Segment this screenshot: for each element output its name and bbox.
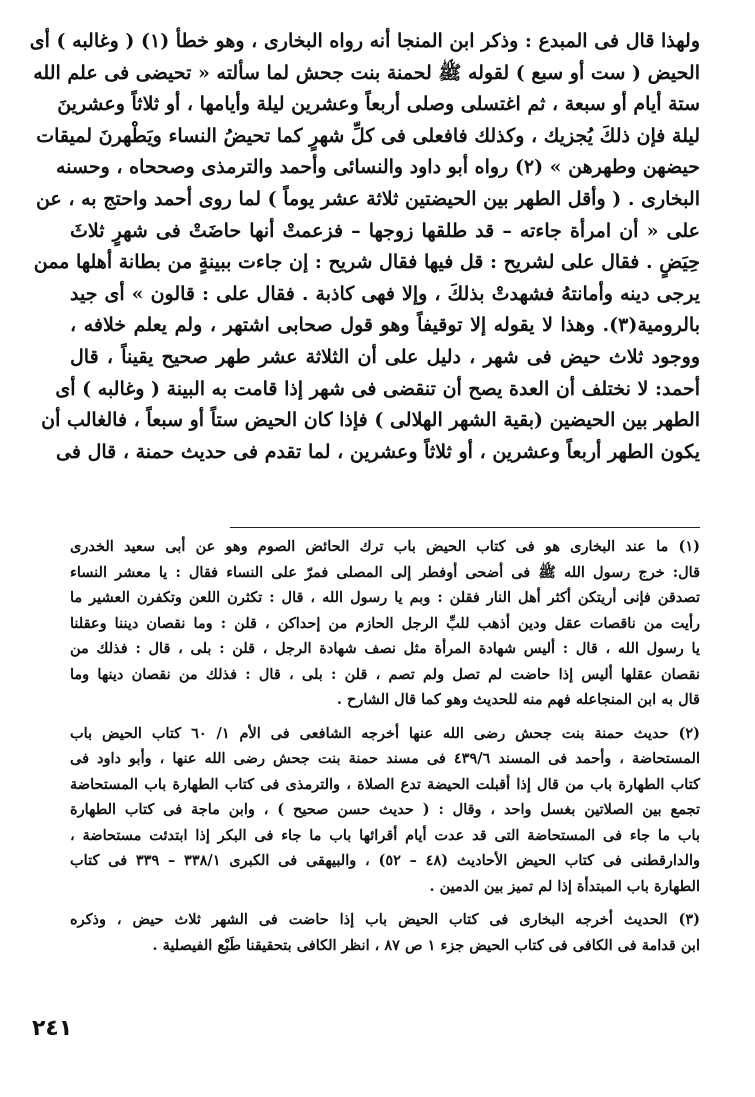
main-text-line: يكون الطهر أربعاً وعشرين ، أو ثلاثاً وعشرين ، لما تقدم فى حديث حمنة ، قال فى (56, 440, 700, 463)
footnote-2 (70, 721, 700, 900)
page-number: ٢٤١ (32, 1016, 73, 1041)
footnote-line: يا رسول الله ، قال : أليس شهادة المرأة مثل نصف شهادة الرجل ، قلن : بلى ، قال : فذلك من (70, 640, 700, 657)
footnote-line: ابن قدامة فى الكافى فى كتاب الحيض جزء ١ ص ٨٧ ، انظر الكافى بتحقيقنا طَبْع الفيصلية . (152, 936, 700, 954)
main-text-line: ليلة فإن ذلكَ يُجزيك ، وكذلك فافعلى فى كلِّ شهرٍ كما تحيضُ النساء ويَطْهرنَ لميقات (36, 124, 700, 147)
main-text-line: البخارى . ( وأقل الطهر بين الحيضتين ثلاثة عشر يوماً ) لما روى أحمد واحتج به ، عن (35, 187, 700, 210)
footnote-line: (١) ما عند البخارى هو فى كتاب الحيض باب ترك الحائض الصوم وهو عن أبى سعيد الخدرى (70, 538, 700, 555)
footnote-line: (٣) الحديث أخرجه البخارى فى كتاب الحيض باب إذا حاضت فى الشهر ثلاث حيض ، وذكره (70, 911, 700, 928)
footnote-line: قال به ابن المنجاعله فهم منه للحديث وهو كما قال الشارح . (336, 691, 700, 708)
page-body (29, 26, 700, 468)
main-text (29, 26, 700, 468)
footnote-line: كتاب الطهارة باب من قال إذا أقبلت الحيضة تدع الصلاة ، والترمذى فى كتاب الطهارة باب المستحاضة (70, 775, 700, 793)
footnote-1 (70, 534, 700, 713)
main-text-line: بالرومية(٣). وهذا لا يقوله إلا توقيفاً وهو قول صحابى اشتهر ، ولم يعلم خلافه ، (70, 314, 700, 337)
footnotes (70, 534, 700, 966)
footnote-line: رأيت من ناقصات عقل ودين أذهب للبِّ الرجل الحازم من إحداكن ، قلن : وما نقصان ديننا وعقلنا (70, 614, 700, 632)
footnote-line: قال: خرج رسول الله ﷺ فى أضحى أوفطر إلى المصلى فمرّ على النساء فقال : يا معشر النساء (70, 563, 700, 581)
footnote-line: باب ما جاء فى المستحاضة التى قد عدت أيام أقرائها باب ما جاء فى البكر إذا ابتدئت مستحاضة ، (70, 826, 700, 844)
footnote-line: الطهارة باب المبتدأة إذا لم تميز بين الدمين . (429, 877, 700, 895)
main-text-line: على « أن امرأة جاءته – قد طلقها زوجها – فزعمتْ أنها حاضَتْ فى شهرٍ ثلاثَ (70, 219, 700, 242)
main-text-line: ولهذا قال فى المبدع : وذكر ابن المنجا أنه رواه البخارى ، وهو خطأ (١) ( وغالبه ) أى (29, 30, 700, 52)
footnote-line: تصدقن فإنى أريتكن أكثر أهل النار فقلن : وبم يا رسول الله ، قال : تكثرن اللعن وتكفرن العشير ما (70, 589, 700, 606)
main-text-line: ووجود ثلاث حيض فى شهر ، دليل على أن الثلاثة عشر طهر صحيح يقيناً ، قال (70, 345, 700, 368)
main-text-line: حِيَضٍ . فقال على لشريح : قل فيها فقال شريح : إن جاءت ببينةٍ من بطانة أهلها ممن (33, 251, 700, 274)
footnote-line: المستحاضة ، وأحمد فى المسند ٤٣٩/٦ فى مسند حمنة بنت جحش رضى الله عنها ، وأبو داود فى (70, 750, 700, 767)
footnote-separator (230, 527, 700, 528)
footnote-3 (70, 907, 700, 958)
footnote-line: (٢) حديث حمنة بنت جحش رضى الله عنها أخرجه الشافعى فى الأم ١/ ٦٠ كتاب الحيض باب (70, 724, 700, 742)
main-text-line: أحمد: لا نختلف أن العدة يصح أن تنقضى فى شهر إذا قامت به البينة ( وغالبه ) أى (55, 377, 700, 400)
main-text-line: حيضهن وطهرهن » (٢) رواه أبو داود والنسائى وأحمد والترمذى وصححاه ، وحسنه (56, 156, 700, 179)
footnote-line: تجمع بين الصلاتين بغسل واحد ، وقال : ( حديث حسن صحيح ) ، وابن ماجة فى كتاب الطهارة (70, 801, 700, 818)
main-text-line: الحيض ( ست أو سبع ) لقوله ﷺ لحمنة بنت جحش لما سألته « تحيضى فى علم الله (33, 61, 700, 84)
main-text-line: يرجى دينه وأمانتهُ فشهدتْ بذلكَ ، وإلا فهى كاذبة . فقال على : قالون » أى جيد (70, 282, 700, 305)
main-text-line: ستة أيام أو سبعة ، ثم اغتسلى وصلى أربعاً وعشرين ليلة وأيامها ، أو ثلاثاً وعشرينَ (57, 93, 700, 116)
footnote-line: والدارقطنى فى كتاب الحيض الأحاديث (٤٨ – ٥٢) ، والبيهقى فى الكبرى ٣٣٨/١ – ٣٣٩ فى كتاب (70, 852, 700, 869)
footnote-line: نقصان عقلها أليس إذا حاضت لم تصل ولم تصم ، قلن : بلى ، قال : فذلك من نقصان دينها وما (70, 665, 700, 683)
main-text-line: الطهر بين الحيضين (بقية الشهر الهلالى ) فإذا كان الحيض ستاً أو سبعاً ، فالغالب أن (41, 409, 700, 432)
